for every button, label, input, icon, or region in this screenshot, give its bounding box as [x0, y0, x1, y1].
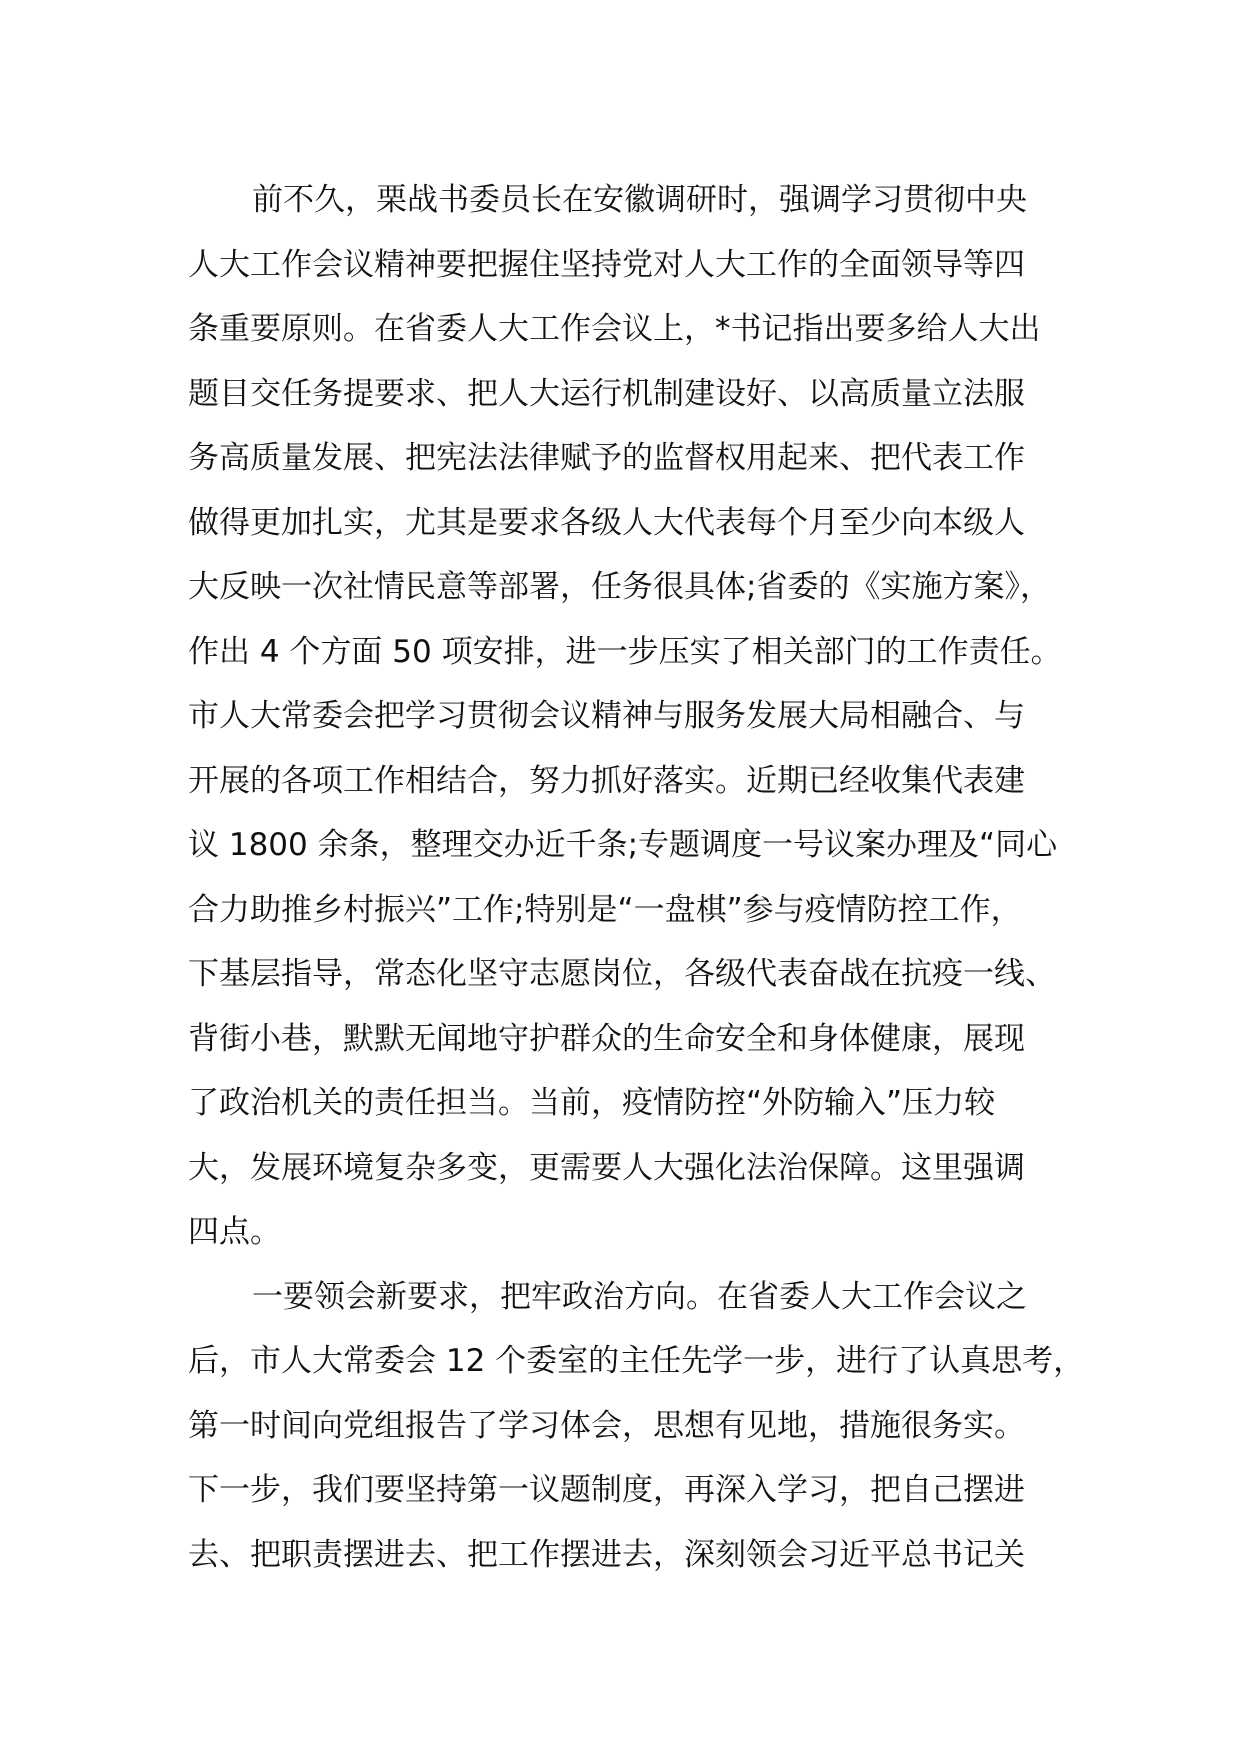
- text-line: 大反映一次社情民意等部署，任务很具体;省委的《实施方案》，: [188, 569, 1051, 605]
- text-line: 去、把职责摆进去、把工作摆进去，深刻领会习近平总书记关: [188, 1536, 1025, 1573]
- text-line: 一要领会新要求，把牢政治方向。在省委人大工作会议之: [252, 1278, 1027, 1315]
- text-line: 第一时间向党组报告了学习体会，思想有见地，措施很务实。: [188, 1407, 1025, 1444]
- text-line: 市人大常委会把学习贯彻会议精神与服务发展大局相融合、与: [188, 698, 1025, 734]
- text-line: 开展的各项工作相结合，努力抓好落实。近期已经收集代表建: [188, 762, 1025, 799]
- text-line: 议 1800 余条，整理交办近千条;专题调度一号议案办理及“同心: [188, 827, 1058, 863]
- paragraph-2: [188, 1265, 1088, 1588]
- text-line: 务高质量发展、把宪法法律赋予的监督权用起来、把代表工作: [188, 440, 1025, 476]
- body-text: [188, 168, 1088, 1587]
- text-line: 作出 4 个方面 50 项安排，进一步压实了相关部门的工作责任。: [188, 633, 1062, 670]
- text-line: 做得更加扎实，尤其是要求各级人大代表每个月至少向本级人: [188, 504, 1025, 541]
- text-line: 四点。: [188, 1214, 281, 1250]
- text-line: 下一步，我们要坚持第一议题制度，再深入学习，把自己摆进: [188, 1472, 1025, 1508]
- text-line: 人大工作会议精神要把握住坚持党对人大工作的全面领导等四: [188, 246, 1025, 283]
- paragraph-1: [188, 168, 1088, 1265]
- text-line: 条重要原则。在省委人大工作会议上，*书记指出要多给人大出: [188, 311, 1041, 347]
- text-line: 后，市人大常委会 12 个委室的主任先学一步，进行了认真思考，: [188, 1343, 1085, 1379]
- text-line: 大，发展环境复杂多变，更需要人大强化法治保障。这里强调: [188, 1149, 1025, 1186]
- text-line: 合力助推乡村振兴”工作;特别是“一盘棋”参与疫情防控工作，: [188, 891, 1022, 928]
- text-line: 了政治机关的责任担当。当前，疫情防控“外防输入”压力较: [188, 1085, 996, 1121]
- text-line: 下基层指导，常态化坚守志愿岗位，各级代表奋战在抗疫一线、: [188, 956, 1056, 992]
- text-line: 题目交任务提要求、把人大运行机制建设好、以高质量立法服: [188, 375, 1025, 412]
- text-line: 前不久，栗战书委员长在安徽调研时，强调学习贯彻中央: [252, 182, 1027, 218]
- text-line: 背街小巷，默默无闻地守护群众的生命安全和身体健康，展现: [188, 1020, 1025, 1057]
